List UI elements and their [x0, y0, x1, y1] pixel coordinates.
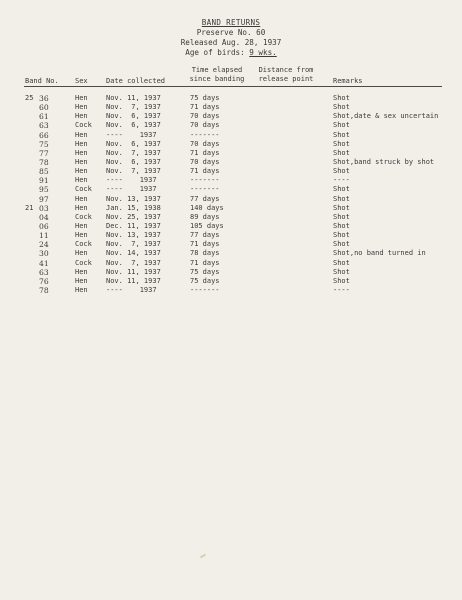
date-collected-cell: Nov. 7, 1937: [106, 258, 161, 267]
band-number: 78: [39, 285, 49, 295]
column-header-remarks: Remarks: [333, 77, 363, 85]
band-number: 63: [39, 267, 49, 277]
table-row: [0, 140, 462, 149]
date-collected-cell: Nov. 7, 1937: [106, 240, 161, 249]
sex-cell: Cock: [75, 185, 92, 194]
remarks-cell: ----: [333, 285, 350, 294]
date-collected-cell: Nov. 13, 1937: [106, 194, 161, 203]
column-header-date: Date collected: [106, 77, 166, 85]
table-row: [0, 176, 462, 185]
band-number: 41: [39, 258, 49, 268]
column-header-time-elapsed-line2: since banding: [189, 75, 245, 83]
date-collected-cell: Nov. 7, 1937: [106, 167, 161, 176]
remarks-cell: Shot: [333, 139, 350, 148]
document-header: [0, 18, 462, 58]
remarks-cell: Shot,no band turned in: [333, 249, 426, 258]
column-header-distance: [254, 66, 318, 84]
date-collected-cell: ---- 1937: [106, 285, 157, 294]
remarks-cell: Shot: [333, 94, 350, 102]
time-elapsed-cell: 75 days: [190, 94, 220, 102]
table-row: [0, 167, 462, 176]
band-number: 91: [39, 176, 49, 186]
column-header-distance-line1: Distance from: [258, 66, 314, 74]
date-collected-cell: Nov. 6, 1937: [106, 157, 161, 166]
sex-cell: Hen: [75, 139, 88, 148]
age-line: [0, 48, 462, 58]
table-row: [0, 286, 462, 295]
date-collected-cell: Nov. 14, 1937: [106, 249, 161, 258]
sex-cell: Hen: [75, 130, 88, 139]
table-row: [0, 103, 462, 112]
date-collected-cell: Dec. 11, 1937: [106, 221, 161, 230]
time-elapsed-cell: 77 days: [190, 231, 220, 240]
remarks-cell: Shot: [333, 276, 350, 285]
time-elapsed-cell: 70 days: [190, 121, 220, 130]
time-elapsed-cell: 105 days: [190, 221, 224, 230]
date-collected-cell: Jan. 15, 1938: [106, 203, 161, 212]
band-number: 30: [39, 249, 49, 259]
column-header-distance-line2: release point: [258, 75, 314, 83]
band-group-prefix: 21: [25, 203, 34, 212]
time-elapsed-cell: 70 days: [190, 112, 220, 121]
time-elapsed-cell: 77 days: [190, 194, 220, 203]
date-collected-cell: ---- 1937: [106, 130, 157, 139]
sex-cell: Cock: [75, 240, 92, 249]
table-row: [0, 131, 462, 140]
table-row: [0, 185, 462, 194]
date-collected-cell: Nov. 11, 1937: [106, 276, 161, 285]
sex-cell: Hen: [75, 221, 88, 230]
band-number: 63: [39, 121, 49, 131]
table-row: [0, 158, 462, 167]
table-row: [0, 213, 462, 222]
column-header-sex: Sex: [75, 77, 88, 85]
sex-cell: Hen: [75, 285, 88, 294]
sex-cell: Hen: [75, 194, 88, 203]
band-number: 95: [39, 185, 49, 195]
band-number: 24: [39, 240, 49, 250]
table-row: [0, 249, 462, 258]
sex-cell: Hen: [75, 157, 88, 166]
time-elapsed-cell: 71 days: [190, 240, 220, 249]
band-number: 04: [39, 212, 49, 222]
header-rule: [24, 86, 442, 87]
table-row: [0, 149, 462, 158]
sex-cell: Hen: [75, 231, 88, 240]
sex-cell: Cock: [75, 121, 92, 130]
band-number: 97: [39, 194, 49, 204]
age-label: Age of birds:: [185, 48, 245, 57]
band-number: 60: [39, 103, 49, 113]
sex-cell: Hen: [75, 148, 88, 157]
remarks-cell: Shot: [333, 185, 350, 194]
remarks-cell: Shot: [333, 148, 350, 157]
time-elapsed-cell: 75 days: [190, 267, 220, 276]
date-collected-cell: Nov. 6, 1937: [106, 112, 161, 121]
date-collected-cell: Nov. 6, 1937: [106, 121, 161, 130]
column-header-time-elapsed-line1: Time elapsed: [191, 66, 243, 74]
date-collected-cell: Nov. 11, 1937: [106, 267, 161, 276]
band-number: 06: [39, 221, 49, 231]
table-row: [0, 277, 462, 286]
sex-cell: Hen: [75, 103, 88, 112]
age-value: 9 wks.: [249, 48, 277, 57]
table-row: [0, 204, 462, 213]
time-elapsed-cell: 71 days: [190, 103, 220, 112]
date-collected-cell: Nov. 25, 1937: [106, 212, 161, 221]
date-collected-cell: Nov. 13, 1937: [106, 231, 161, 240]
table-row: [0, 231, 462, 240]
band-number: 61: [39, 112, 49, 122]
date-collected-cell: Nov. 7, 1937: [106, 148, 161, 157]
band-number: 78: [39, 157, 49, 167]
time-elapsed-cell: 140 days: [190, 203, 224, 212]
column-header-time-elapsed: [185, 66, 249, 84]
band-returns-table: [0, 94, 462, 295]
sex-cell: Hen: [75, 203, 88, 212]
time-elapsed-cell: -------: [190, 285, 220, 294]
band-number: 36: [39, 94, 49, 103]
date-collected-cell: Nov. 11, 1937: [106, 94, 161, 102]
sex-cell: Hen: [75, 112, 88, 121]
remarks-cell: Shot: [333, 203, 350, 212]
sex-cell: Cock: [75, 258, 92, 267]
remarks-cell: Shot: [333, 121, 350, 130]
table-row: [0, 112, 462, 121]
remarks-cell: Shot: [333, 194, 350, 203]
date-collected-cell: Nov. 6, 1937: [106, 139, 161, 148]
remarks-cell: Shot: [333, 103, 350, 112]
sex-cell: Cock: [75, 212, 92, 221]
sex-cell: Hen: [75, 276, 88, 285]
time-elapsed-cell: 71 days: [190, 148, 220, 157]
sex-cell: Hen: [75, 249, 88, 258]
sex-cell: Hen: [75, 176, 88, 185]
band-group-prefix: 25: [25, 94, 34, 102]
remarks-cell: Shot,date & sex uncertain: [333, 112, 439, 121]
band-number: 85: [39, 167, 49, 177]
column-header-band-no: Band No.: [25, 77, 59, 85]
date-collected-cell: Nov. 7, 1937: [106, 103, 161, 112]
remarks-cell: Shot,band struck by shot: [333, 157, 435, 166]
time-elapsed-cell: 78 days: [190, 249, 220, 258]
date-collected-cell: ---- 1937: [106, 185, 157, 194]
remarks-cell: Shot: [333, 221, 350, 230]
band-number: 11: [39, 231, 49, 241]
remarks-cell: Shot: [333, 167, 350, 176]
time-elapsed-cell: 75 days: [190, 276, 220, 285]
time-elapsed-cell: 71 days: [190, 258, 220, 267]
band-number: 03: [39, 203, 49, 213]
table-row: [0, 94, 462, 103]
time-elapsed-cell: 70 days: [190, 139, 220, 148]
remarks-cell: Shot: [333, 231, 350, 240]
release-date: Released Aug. 28, 1937: [180, 38, 282, 47]
band-number: 66: [39, 130, 49, 140]
remarks-cell: Shot: [333, 267, 350, 276]
time-elapsed-cell: -------: [190, 176, 220, 185]
remarks-cell: Shot: [333, 240, 350, 249]
sex-cell: Hen: [75, 94, 88, 102]
remarks-cell: Shot: [333, 212, 350, 221]
sex-cell: Hen: [75, 267, 88, 276]
band-number: 75: [39, 139, 49, 149]
table-row: [0, 121, 462, 130]
time-elapsed-cell: 89 days: [190, 212, 220, 221]
table-row: [0, 268, 462, 277]
band-number: 77: [39, 148, 49, 158]
time-elapsed-cell: 71 days: [190, 167, 220, 176]
time-elapsed-cell: -------: [190, 130, 220, 139]
document-title: BAND RETURNS: [201, 18, 261, 27]
time-elapsed-cell: -------: [190, 185, 220, 194]
sex-cell: Hen: [75, 167, 88, 176]
table-row: [0, 195, 462, 204]
preserve-number: Preserve No. 60: [196, 28, 266, 37]
band-number: 76: [39, 276, 49, 286]
remarks-cell: Shot: [333, 258, 350, 267]
paper-speck: [200, 554, 206, 559]
table-row: [0, 240, 462, 249]
table-row: [0, 222, 462, 231]
table-row: [0, 259, 462, 268]
remarks-cell: ----: [333, 176, 350, 185]
date-collected-cell: ---- 1937: [106, 176, 157, 185]
remarks-cell: Shot: [333, 130, 350, 139]
time-elapsed-cell: 70 days: [190, 157, 220, 166]
